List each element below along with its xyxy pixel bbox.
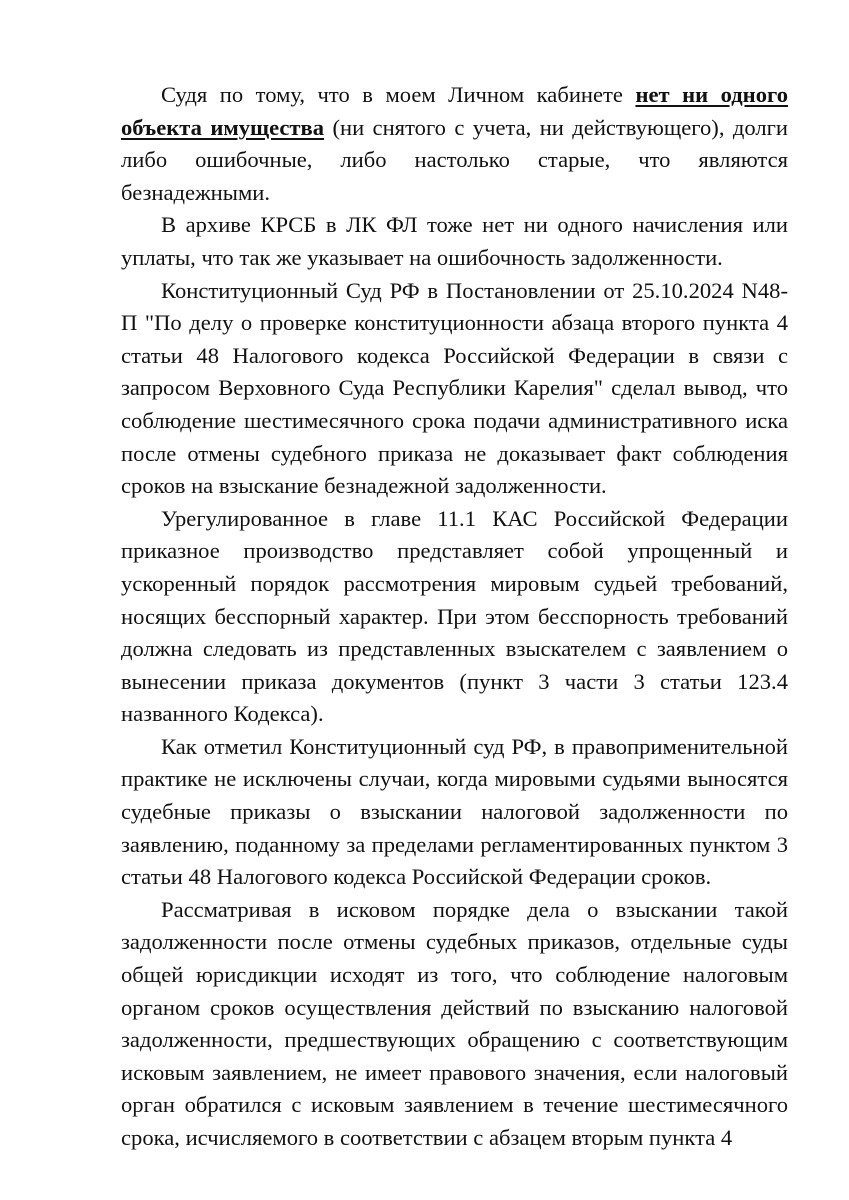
paragraph-krsb-archive: В архиве КРСБ в ЛК ФЛ тоже нет ни одного начисления или уплаты, что так же указывает на ошибочность задолженности. bbox=[121, 212, 788, 270]
paragraph-writ-proceedings: Урегулированное в главе 11.1 КАС Российской Федерации приказное производство представляет собой упрощенный и ускоренный порядок рассмотрения мировым судьей требований, носящих бесспорный характер. При этом бесспорность требований должна следовать из представленных взыскателем с заявлением о вынесении приказа документов (пункт 3 части 3 статьи 123.4 названного Кодекса). bbox=[121, 505, 788, 727]
paragraph-property-status bbox=[121, 79, 788, 209]
paragraph-text: (ни снятого с учета, ни действующего), долги либо ошибочные, либо настолько старые, что являются безнадежными. bbox=[121, 114, 789, 205]
emphasized-text: нет ни одного объекта имущества bbox=[121, 82, 788, 140]
paragraph-court-practice: Как отметил Конституционный суд РФ, в правоприменительной практике не исключены случаи, когда мировыми судьями выносятся судебные приказы о взыскании налоговой задолженности по заявлению, поданному за пределами регламентированных пунктом 3 статьи 48 Налогового кодекса Российской Федерации сроков. bbox=[121, 733, 788, 890]
paragraph-claim-proceedings: Рассматривая в исковом порядке дела о взыскании такой задолженности после отмены судебных приказов, отдельные суды общей юрисдикции исходят из того, что соблюдение налоговым органом сроков осуществления действий по взысканию налоговой задолженности, предшествующих обращению с соответствующим исковым заявлением, не имеет правового значения, если налоговый орган обратился с исковым заявлением в течение шестимесячного срока, исчисляемого в соответствии с абзацем вторым пункта 4 bbox=[121, 896, 788, 1150]
paragraph-constitutional-court-ruling: Конституционный Суд РФ в Постановлении от 25.10.2024 N48-П "По делу о проверке конституционности абзаца второго пункта 4 статьи 48 Налогового кодекса Российской Федерации в связи с запросом Верховного Суда Республики Карелия" сделал вывод, что соблюдение шестимесячного срока подачи административного иска после отмены судебного приказа не доказывает факт соблюдения сроков на взыскание безнадежной задолженности. bbox=[121, 277, 788, 499]
paragraph-text: Судя по тому, что в моем Личном кабинете bbox=[161, 82, 636, 107]
document-page bbox=[121, 79, 788, 1155]
